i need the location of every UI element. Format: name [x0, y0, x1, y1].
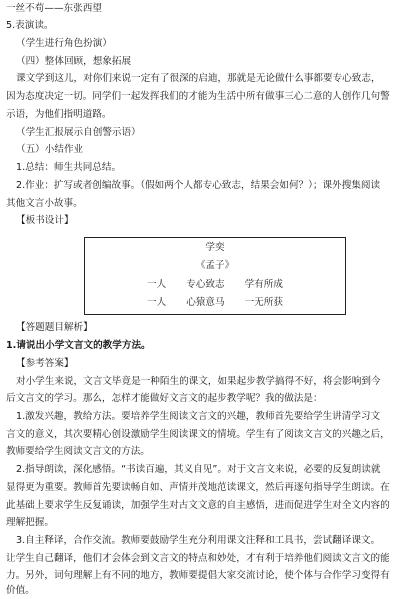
paragraph-line: 让学生自己翻译，他们才会体会到文言文的特点和妙处，才有利于培养他们阅读文言文的能	[6, 553, 390, 564]
paragraph-line: 力。另外，词句理解上有不同的地方，教师要提倡大家交流讨论，使个体与合作学习变得有	[6, 570, 390, 581]
text-line: 一丝不苟——东张西望	[6, 3, 102, 14]
paragraph-line: 显得更为重要。教师首先要读畅自如、声情并茂地范读课文，然后再逐句指导学生朗读。在	[6, 482, 390, 493]
paragraph-line: 3.自主释译，合作交流。教师要鼓励学生充分利用课文注释和工具书，尝试翻译课文。	[16, 535, 381, 546]
paragraph-line: 因为态度决定一切。同学们一起发挥我们的才能为生活中所有做事三心二意的人创作几句警	[6, 91, 390, 102]
board-cell: 一无所获	[244, 297, 283, 308]
paragraph-line: 2.指导朗读，深化感悟。“书读百遍，其义自见”。对于文言文来说，必要的反复朗读就	[16, 464, 381, 475]
board-row	[85, 276, 345, 293]
paragraph-line: 2.作业：扩写或者创编故事。（假如两个人都专心致志，结果会如何？）；课外搜集阅读	[16, 180, 381, 191]
paragraph-line: 此基础上要求学生反复诵读，加强学生对古文文意的自主感悟，进而促进学生对全文内容的	[6, 500, 390, 511]
question-title: 1.请说出小学文言文的教学方法。	[6, 340, 151, 351]
paragraph-line: 课文学到这儿，对你们来说一定有了很深的启迪，那就是无论做什么事都要专心致志，	[16, 73, 381, 84]
board-cell: 一人	[147, 279, 167, 290]
section-heading: （五）小结作业	[16, 144, 84, 155]
section-heading: （四）整体回顾，想象拓展	[16, 56, 132, 67]
paragraph-line: 其他文言小故事。	[6, 198, 83, 209]
paragraph-line: 示语，为他们指明道路。	[6, 109, 112, 120]
board-cell: 心猿意马	[186, 297, 225, 308]
paragraph-line: 理解把握。	[6, 517, 54, 528]
paragraph-line: 1.激发兴趣，教给方法。要培养学生阅读文言文的兴趣，教师首先要给学生讲清学习文	[16, 411, 381, 422]
paragraph-line: 后文言文的学习。那么，怎样才能做好文言文的起步教学呢？我的做法是：	[6, 393, 323, 404]
board-cell: 学有所成	[244, 279, 283, 290]
text-line: 1.总结：师生共同总结。	[16, 162, 122, 173]
board-design-box	[84, 237, 346, 315]
board-cell: 一人	[147, 297, 167, 308]
board-title: 学奕	[205, 242, 225, 253]
paragraph-line: 对小学生来说，文言文毕竟是一种陌生的课文，如果起步教学搞得不好，将会影响到今	[16, 376, 381, 387]
board-subtitle: 《孟子》	[195, 260, 235, 271]
text-line: （学生汇报展示自创警示语）	[16, 127, 141, 138]
text-line: （学生进行角色扮演）	[16, 38, 112, 49]
text-line: 5.表演读。	[6, 20, 54, 31]
paragraph-line: 价值。	[6, 585, 35, 596]
board-cell: 专心致志	[186, 279, 225, 290]
paragraph-line: 言文的意义，其次要精心创设激励学生阅读课文的情境。学生有了阅读文言文的兴趣之后，	[6, 429, 390, 440]
board-design-heading: 【板书设计】	[16, 215, 74, 226]
answer-heading: 【参考答案】	[16, 358, 74, 369]
analysis-heading: 【答题题目解析】	[16, 322, 93, 333]
paragraph-line: 教师要给学生阅读文言文的方法。	[6, 446, 150, 457]
board-row	[85, 294, 345, 311]
